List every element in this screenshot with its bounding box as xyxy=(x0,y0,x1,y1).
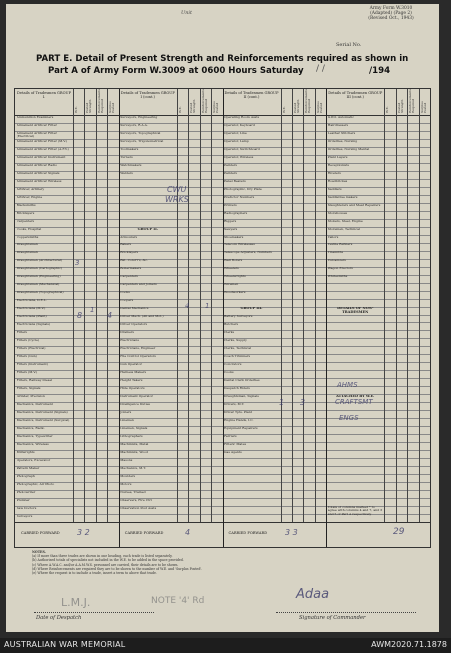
row-label: Draughtsmen xyxy=(16,243,38,247)
carried-forward-label: CARRIED FORWARD xyxy=(21,531,60,535)
title-year: /194 xyxy=(369,66,391,76)
row-label: Armament Artificer Fitter (Electrical) xyxy=(16,131,57,139)
row-label: Tinsmiths xyxy=(327,251,344,255)
row-label: Mechanics, Instrument (Signals) xyxy=(16,411,68,415)
row-label: Joiners xyxy=(120,411,132,415)
row-label: Armourers xyxy=(120,235,138,239)
handwritten-non-tradesman: CRAFTSMT xyxy=(335,398,373,406)
handwritten-grand-total: 29 xyxy=(393,527,405,537)
row-label: Armament Artificer Radio xyxy=(16,163,58,167)
row-label: Motors xyxy=(120,482,132,486)
row-label: Coach Trimmers xyxy=(224,355,251,359)
row-label: Electricians (Plant) xyxy=(16,315,47,319)
row-label: Riggers xyxy=(224,219,237,223)
handwritten-works: WRKS xyxy=(165,195,189,204)
row-label: Draughtsmen (Mechanical) xyxy=(16,283,60,287)
row-label xyxy=(328,315,383,322)
archive-footer xyxy=(0,638,451,653)
number-column-head: Reinforcements Required xyxy=(304,88,312,113)
number-column-divider xyxy=(177,89,178,522)
row-label xyxy=(328,459,383,466)
row-label: Roadbrickes xyxy=(327,179,348,183)
row-label: Wagon Erectors xyxy=(327,267,353,271)
row-label: Pattern Maker xyxy=(16,466,40,470)
row-label xyxy=(328,427,383,434)
row-label xyxy=(120,204,175,211)
number-column-head: Posted Strength xyxy=(292,99,301,113)
row-label: Mechanics, Instrument (Surgical) xyxy=(16,419,70,423)
row-label: Storemen, Technical xyxy=(327,227,360,231)
number-column-divider xyxy=(84,89,85,522)
row-label: Fitters, Railway Diesel xyxy=(16,379,53,383)
row-label: Machinists, Wood xyxy=(120,450,149,454)
row-label: Driver Mech. (Ah and Mot.) xyxy=(120,315,164,319)
form-revised: (Revised Oct., 1943) xyxy=(368,16,414,22)
number-column-head: W.E. xyxy=(385,106,390,113)
bottom-stamp-mark: L.M.J. xyxy=(61,596,91,609)
number-column-head: Posted Strength xyxy=(85,99,93,113)
number-column-head: Surplus Posted xyxy=(419,101,427,113)
row-label: Lithographers xyxy=(120,435,143,439)
row-label xyxy=(120,212,175,219)
row-label: Welders xyxy=(120,171,133,175)
number-column-head: W.E. xyxy=(281,106,286,113)
handwritten-figure: 1 xyxy=(90,306,95,314)
bottom-pencil-note: NOTE '4' Rd xyxy=(151,596,205,606)
handwritten-carry-total: 4 xyxy=(185,528,191,537)
handwritten-figure: 4 xyxy=(185,302,190,310)
row-label: Radiographers xyxy=(224,211,248,215)
row-label: Receptionists xyxy=(327,163,349,167)
row-label: Surveyors, Topographical xyxy=(120,131,161,135)
row-label: Draughtsmen (Cartographic) xyxy=(16,267,63,271)
row-label: GROUP III. xyxy=(240,307,263,311)
note-b: (b) Authorised totals of specialists not included in the W.E. to be added in the space provided. xyxy=(32,558,184,563)
row-label: Tailors xyxy=(327,235,339,239)
row-label xyxy=(328,363,383,370)
row-label: Storehouses xyxy=(327,211,348,215)
row-label: Dental Clerk Orderlies xyxy=(224,379,260,383)
row-label: Fitters, Signals xyxy=(16,387,41,391)
row-label: Moulders xyxy=(120,474,136,478)
row-label: Operator, Wireless xyxy=(224,155,254,159)
row-label xyxy=(224,299,279,306)
row-label: Vulcanizers xyxy=(327,259,346,263)
row-label: Battery Surveyors xyxy=(224,315,253,319)
row-label: Mechanics, M.T. xyxy=(120,466,146,470)
row-label: Wheelers xyxy=(224,267,239,271)
row-label: Cooks xyxy=(120,291,130,295)
row-label: Riveters xyxy=(327,171,341,175)
carried-forward-label: CARRIED FORWARD xyxy=(124,531,164,535)
row-label xyxy=(328,291,383,298)
row-label: Electricians (Signals) xyxy=(16,323,51,327)
row-label: Mechanics, Typewriter xyxy=(16,435,53,439)
row-label: Saddlers xyxy=(327,187,342,191)
form-number: Army Form W.3010 xyxy=(369,6,413,11)
row-label: Boilermakers xyxy=(120,267,142,271)
row-label: Armament Artificer Signals xyxy=(16,171,60,175)
commander-signature: Adaa xyxy=(296,587,330,602)
row-label: Wall Borers xyxy=(224,259,243,263)
row-label: Armament Artificer Wireless xyxy=(16,179,62,183)
row-label: Millwrights xyxy=(16,450,35,454)
row-label: Surveyors xyxy=(16,514,33,518)
row-label: Coopers xyxy=(120,299,134,303)
row-label: Linemen xyxy=(120,419,134,423)
number-column-head: Surplus Posted xyxy=(315,101,323,113)
row-label: Operator, Line xyxy=(224,131,247,135)
number-column-divider xyxy=(96,89,97,522)
row-label: Draughtsmen (Architectural) xyxy=(16,259,63,263)
row-label: Textile Refiners xyxy=(327,243,353,247)
signature-line xyxy=(276,612,416,613)
row-label: Armament Artificer Fitter xyxy=(16,123,57,127)
number-column-head: Reinforcements Required xyxy=(96,88,105,113)
form-sheet xyxy=(6,4,439,632)
row-label: Electricians, Engineer xyxy=(120,347,156,351)
row-label: Instrument Operator xyxy=(120,395,154,399)
row-label: Watchmakers xyxy=(120,163,142,167)
row-label: Surveyors, R.A.A. xyxy=(120,123,148,127)
row-label: Intelligence Duties xyxy=(120,403,150,407)
row-label: Armament Artificer Fitter (M.V.) xyxy=(16,139,68,143)
form-reference xyxy=(346,6,436,22)
row-label: Machinists, Metal xyxy=(120,443,149,446)
row-label: Turners xyxy=(120,155,133,159)
row-label: Clerks, Technical xyxy=(224,347,252,351)
row-label xyxy=(328,371,383,378)
date-line xyxy=(34,612,154,613)
row-label: Fitters (Cycle) xyxy=(16,339,40,343)
row-label: Carpenters xyxy=(16,219,35,223)
row-label: Armament Artificer Fitter (A.F.V.) xyxy=(16,147,69,151)
row-label: Gas Agents xyxy=(224,450,242,454)
row-label: Harness Makers xyxy=(120,371,147,375)
number-column-head: Reinforcements Required xyxy=(408,88,416,113)
date-slashes: / / xyxy=(316,64,325,74)
row-label: Wheelwrights xyxy=(224,275,246,279)
unit-label: Unit xyxy=(181,10,193,16)
row-label: Drainers xyxy=(120,331,134,335)
row-label: Whitesmiths xyxy=(327,275,348,279)
row-label: Fitters (Gun) xyxy=(16,355,37,359)
row-label: Saddletree makers xyxy=(327,195,358,199)
row-label xyxy=(328,355,383,362)
row-label: Masons xyxy=(120,458,133,462)
row-label: Saw Doctors xyxy=(16,506,37,510)
row-label: Concretors xyxy=(224,363,242,367)
row-label: G.P.O. Automatic xyxy=(327,115,354,119)
row-label: Drivers, M.T. xyxy=(224,403,245,407)
number-column-divider xyxy=(407,89,408,522)
notes-label: NOTES. xyxy=(32,550,46,554)
row-label: Grinder, Precision xyxy=(16,395,45,399)
row-label: Fitters xyxy=(16,331,28,335)
row-label: Wiremen xyxy=(224,283,239,287)
note-a: (a) If more than three trades are shown in one heading, each trade is listed separately. xyxy=(32,554,173,559)
row-label: Draughtsmen (Topographical) xyxy=(16,291,64,295)
row-label: Operating Room Assts xyxy=(224,115,260,119)
row-label: Mechanics, Wireless xyxy=(16,443,49,446)
number-column-head: Reinforcements Required xyxy=(200,88,208,113)
row-label: Electricians xyxy=(120,339,139,343)
row-label: Artificer, Engine xyxy=(16,195,43,199)
row-label: Orderlies, Nursing xyxy=(327,139,358,143)
row-label: Photographic, Dry Plate xyxy=(224,187,262,191)
number-column-head: Posted Strength xyxy=(189,99,197,113)
row-label: Linemen, Signals xyxy=(120,427,148,431)
row-label: Carpenters and Joiners xyxy=(120,283,157,287)
number-column-divider xyxy=(200,89,201,522)
row-label: Photograph xyxy=(16,474,35,478)
row-label: Fitters (Instrument) xyxy=(16,363,48,367)
row-label: Farriers xyxy=(224,435,237,439)
row-label: Driver Operators xyxy=(120,323,148,327)
number-column-divider xyxy=(107,89,108,522)
date-of-despatch-label: Date of Despatch xyxy=(36,615,82,621)
row-label: Clerks xyxy=(224,331,235,335)
row-label: Fitters (M.V.) xyxy=(16,371,38,375)
row-label: Carpenters xyxy=(120,275,138,279)
row-label: Bricklayers xyxy=(16,211,35,215)
row-label: DETAILS OF NON-TRADESMEN xyxy=(337,307,374,314)
row-label: Operator, Keyboard xyxy=(224,123,255,127)
row-label: Cooks, Hospital xyxy=(16,227,42,231)
number-column-head: Posted Strength xyxy=(396,99,404,113)
row-label xyxy=(328,283,383,290)
handwritten-figure: 8 xyxy=(77,311,83,320)
column-head: Details of Tradesmen GROUP III (cont.) xyxy=(328,91,383,99)
row-label: Operator, Lamp xyxy=(224,139,249,143)
title-line-1: PART E. Detail of Present Strength and Reinforcements required as shown in xyxy=(36,54,409,64)
row-label: Electricians (M.V.) xyxy=(16,307,46,311)
row-label: Photographic, Air Photo xyxy=(16,482,55,486)
column-head: Details of Tradesmen GROUP II (cont.) xyxy=(224,91,279,99)
row-label: Height Takers xyxy=(120,379,143,383)
row-label xyxy=(328,435,383,442)
row-label: Butchers xyxy=(224,323,239,327)
row-label: Bricklayers xyxy=(120,251,139,255)
number-column-divider xyxy=(73,89,74,522)
note-d: (d) Where Reinforcements are required they are to be shown to the number of W.E. and 'Surplus Posted'. xyxy=(32,566,203,571)
serial-number-label: Serial No. xyxy=(336,42,362,48)
row-label xyxy=(328,443,383,450)
form-adapted: (Adapted) (Page 2) xyxy=(370,11,412,17)
row-label: Artificer, Artillery xyxy=(16,187,45,191)
handwritten-non-tradesman: ENGS xyxy=(339,414,359,422)
number-column-divider xyxy=(419,89,420,522)
handwritten-carry-total: 3 2 xyxy=(77,528,90,537)
row-label: Clerks, Supply xyxy=(224,339,247,343)
row-label: Equipment Repairers xyxy=(224,427,258,431)
number-column-head: W.E. xyxy=(74,106,78,113)
row-label: Draughtsmen xyxy=(16,251,38,255)
row-label xyxy=(328,339,383,346)
row-label: Predictor Numbers xyxy=(224,195,255,199)
row-label xyxy=(120,220,175,227)
row-label: Operator, Switchboard xyxy=(224,147,260,151)
row-label: Bakers xyxy=(120,243,132,247)
row-label: Draughtsman, Signals xyxy=(224,395,259,399)
row-label: Telecom Wirelesses xyxy=(224,243,255,247)
carried-forward-label: CARRIED FORWARD xyxy=(228,531,268,535)
row-label: Hairdressers xyxy=(327,123,349,127)
row-label: Electricians, D.E.L. xyxy=(16,299,47,303)
row-label: Shoemakers xyxy=(224,235,244,239)
handwritten-figure: 3 xyxy=(75,259,80,267)
row-label: Fitters (Electrical) xyxy=(16,347,46,351)
number-column-divider xyxy=(396,89,397,522)
row-label xyxy=(224,459,279,466)
handwritten-carry-total: 3 3 xyxy=(285,528,298,537)
number-column-divider xyxy=(315,89,316,522)
row-label: Telescope Adjusters, Numbers xyxy=(224,251,272,255)
row-label: Painters xyxy=(224,171,237,175)
row-label: Armament Artificer Instrument xyxy=(16,155,66,159)
number-column-divider xyxy=(211,89,212,522)
row-label: Fitters' Mates xyxy=(224,443,247,446)
row-label xyxy=(120,515,175,522)
row-label: Painters xyxy=(224,163,237,167)
row-label: Coppersmiths xyxy=(16,235,39,239)
row-label: Engine Hands, I.C. xyxy=(224,419,254,423)
row-label: Dental Mechanics xyxy=(120,307,149,311)
signature-of-commander-label: Signature of Commander xyxy=(299,615,366,621)
row-label: ATTACHED BY W.E. xyxy=(336,395,375,399)
row-label: Plumber xyxy=(16,498,30,502)
archive-reference: AWM2020.71.1878 xyxy=(371,640,447,649)
row-label xyxy=(328,451,383,458)
number-column-divider xyxy=(303,89,304,522)
archive-institution: AUSTRALIAN WAR MEMORIAL xyxy=(4,640,126,649)
row-label: Gun Operator xyxy=(120,363,142,367)
row-label: Slaughterers and Meat Repairers xyxy=(327,203,381,207)
title-line-2: Part A of Army Form W.3009 at 0600 Hours Saturday xyxy=(48,66,304,76)
column-head: Details of Tradesmen GROUP I (cont.) xyxy=(120,91,175,99)
row-label xyxy=(328,331,383,338)
number-column-divider xyxy=(292,89,293,522)
row-label: Nurses, Trained xyxy=(120,490,146,494)
row-label: Bkt. Cond'r's, &c. xyxy=(120,259,149,263)
handwritten-figure: 4 xyxy=(107,311,113,320)
row-label xyxy=(328,323,383,330)
row-label: Stokers, Steel, Engine xyxy=(327,219,363,223)
number-column-head: Surplus Posted xyxy=(108,101,116,113)
row-label: Panel Beaters xyxy=(224,179,246,183)
number-column-divider xyxy=(384,89,385,522)
handwritten-non-tradesman: AHMS xyxy=(337,381,358,389)
row-label: Draughtsmen (Engineering) xyxy=(16,275,61,279)
row-label: Printers xyxy=(224,203,237,207)
row-label: Operators, Excavator xyxy=(16,458,51,462)
number-column-head: Surplus Posted xyxy=(212,101,220,113)
row-label: Surveyors, Trigonometrical xyxy=(120,139,164,143)
row-label: Photowriter xyxy=(16,490,36,494)
row-label: Observers, Fire Ctrl xyxy=(120,498,152,502)
row-label: Leather Stitchers xyxy=(327,131,356,135)
row-label: File Control Operators xyxy=(120,355,156,359)
row-label: GROUP II. xyxy=(137,227,158,231)
row-label: Totals of columns marked * to agree with columns 4 and 7, and 3 and 5 of Part A respectively xyxy=(327,506,383,516)
row-label: Ammunition Examiners xyxy=(16,115,54,119)
notes-block xyxy=(32,550,362,575)
row-label xyxy=(328,299,383,306)
handwritten-figure: 1 xyxy=(279,398,285,407)
row-label: Toolmakers xyxy=(120,147,139,151)
row-label: Hide Operators xyxy=(120,387,145,391)
row-label: Driver Tpts. Plant xyxy=(224,411,252,415)
column-head: Details of Tradesmen GROUP I. xyxy=(17,91,72,99)
row-label: Plant Layers xyxy=(327,155,348,159)
row-label: Surveyors, Engineering xyxy=(120,115,158,119)
row-label: Sawyers xyxy=(224,227,238,231)
row-label: Despatch Riders xyxy=(224,387,250,391)
row-label: Mechanics, Radio xyxy=(16,427,45,431)
handwritten-cwu: CWU xyxy=(167,185,187,194)
handwritten-figure: 3 xyxy=(300,398,306,407)
row-label: Orderlies, Nursing Mental xyxy=(327,147,370,151)
row-label: Blacksmiths xyxy=(16,203,36,207)
handwritten-figure: 1 xyxy=(205,302,210,310)
row-label: Woodworkers xyxy=(224,291,246,295)
note-e: (e) Where the request is to include a trade, insert a term to above that trade. xyxy=(32,571,157,576)
strength-table xyxy=(14,88,431,548)
row-label: Mechanics, Instrument xyxy=(16,403,53,407)
row-label xyxy=(328,347,383,354)
note-c: (c) Where A.W.A.C. and/or A.A.M.W.S. personnel are carried, their details are to be shown. xyxy=(32,562,179,567)
row-label: Cooks xyxy=(224,371,234,375)
number-column-head: W.E. xyxy=(177,106,182,113)
row-label: Observation Post Assts xyxy=(120,506,157,510)
row-label xyxy=(328,467,383,474)
